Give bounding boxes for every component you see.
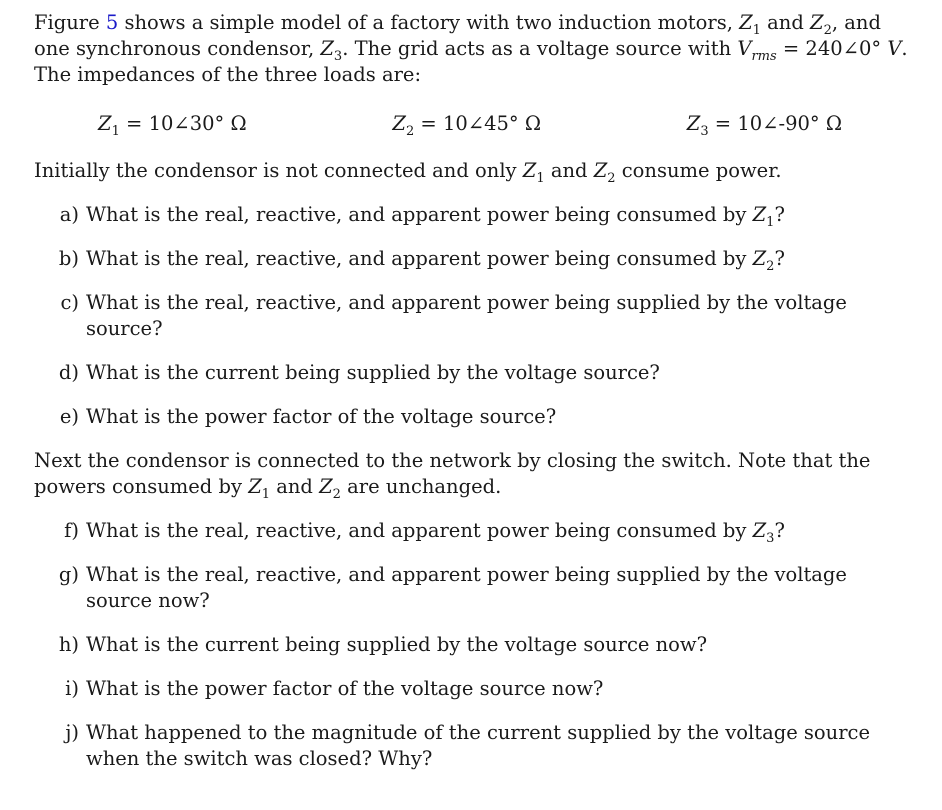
z1-symbol: Z — [739, 11, 753, 34]
eq-subscript: 2 — [405, 123, 415, 139]
equation-z2 — [392, 111, 541, 137]
eq-value: = 10∠30° Ω — [119, 112, 247, 135]
z2-symbol: Z — [593, 159, 608, 182]
next-text-end: are unchanged. — [340, 475, 502, 498]
intro-text-grid: . The grid acts as a voltage source with — [342, 37, 738, 60]
figure-reference-link[interactable]: 5 — [105, 11, 119, 34]
question-item — [34, 632, 908, 658]
question-subscript: 3 — [766, 530, 775, 546]
initial-text: Initially the condensor is not connected and only — [34, 159, 523, 182]
z3-symbol: Z — [320, 37, 334, 60]
question-subscript: 2 — [766, 258, 775, 274]
eq-subscript: 3 — [700, 123, 709, 139]
question-item — [34, 404, 908, 430]
z1-symbol: Z — [248, 475, 262, 498]
question-text: What is the power factor of the voltage source now? — [86, 677, 604, 700]
question-label: e) — [59, 405, 79, 428]
z2-symbol: Z — [319, 475, 333, 498]
question-text: What is the real, reactive, and apparent power being supplied by the voltage source? — [86, 291, 847, 340]
question-text-body: What is the real, reactive, and apparent power being consumed by — [86, 203, 753, 226]
eq-symbol: Z — [686, 112, 701, 135]
question-label: g) — [58, 563, 79, 586]
question-symbol: Z — [752, 519, 767, 542]
v-subscript: rms — [751, 48, 777, 64]
intro-text-end: . The impedances of the three loads are: — [34, 37, 908, 86]
next-and: and — [270, 475, 320, 498]
next-text: Next the condensor is connected to the network by closing the switch. Note that the powers consumed by — [34, 449, 871, 498]
question-item — [34, 202, 908, 228]
question-item — [34, 290, 908, 342]
question-label: d) — [58, 361, 79, 384]
question-item — [34, 562, 908, 614]
question-label: j) — [65, 721, 79, 744]
question-end: ? — [774, 203, 785, 226]
question-text — [86, 246, 908, 272]
question-text-body: What is the real, reactive, and apparent power being consumed by — [86, 247, 753, 270]
z2-symbol: Z — [810, 11, 824, 34]
eq-subscript: 1 — [111, 123, 120, 139]
initial-and: and — [544, 159, 594, 182]
z2-subscript: 2 — [823, 22, 832, 38]
eq-value: = 10∠-90° Ω — [708, 112, 842, 135]
intro-and: and — [760, 11, 811, 34]
question-label: c) — [60, 291, 79, 314]
question-label: i) — [65, 677, 79, 700]
question-text: What is the real, reactive, and apparent power being supplied by the voltage source now? — [86, 563, 847, 612]
initial-paragraph — [34, 158, 908, 184]
eq-value: = 10∠45° Ω — [414, 112, 542, 135]
intro-text-mid: , and one synchronous condensor, — [34, 11, 881, 60]
question-label: f) — [64, 519, 79, 542]
question-list-part1 — [34, 202, 908, 430]
intro-paragraph — [34, 10, 908, 88]
question-end: ? — [774, 519, 785, 542]
question-text: What is the power factor of the voltage source? — [86, 405, 557, 428]
equation-z3 — [687, 111, 842, 137]
equation-z1 — [98, 111, 247, 137]
question-text: What happened to the magnitude of the current supplied by the voltage source when the switch was closed? Why? — [86, 721, 871, 770]
intro-prefix: Figure — [34, 11, 106, 34]
z1-subscript: 1 — [536, 170, 545, 186]
question-symbol: Z — [752, 203, 767, 226]
question-label: a) — [59, 203, 79, 226]
z2-subscript: 2 — [607, 170, 616, 186]
z1-subscript: 1 — [261, 486, 271, 502]
intro-text: shows a simple model of a factory with two induction motors, — [118, 11, 740, 34]
initial-text-end: consume power. — [615, 159, 782, 182]
question-text: What is the current being supplied by the voltage source now? — [86, 633, 708, 656]
z1-subscript: 1 — [752, 22, 761, 38]
impedance-equations — [34, 111, 908, 137]
question-text — [86, 518, 908, 544]
question-end: ? — [774, 247, 785, 270]
eq-symbol: Z — [98, 112, 112, 135]
question-label: b) — [58, 247, 79, 270]
question-text-body: What is the real, reactive, and apparent power being consumed by — [86, 519, 753, 542]
question-item — [34, 360, 908, 386]
next-paragraph — [34, 448, 908, 500]
v-value: = 240∠0° — [776, 37, 888, 60]
question-text: What is the current being supplied by the voltage source? — [86, 361, 660, 384]
question-symbol: Z — [752, 247, 767, 270]
question-item — [34, 246, 908, 272]
question-text — [86, 202, 908, 228]
z3-subscript: 3 — [333, 48, 343, 64]
question-subscript: 1 — [766, 214, 775, 230]
question-label: h) — [58, 633, 79, 656]
question-list-part2 — [34, 518, 908, 772]
question-item — [34, 518, 908, 544]
v-symbol: V — [737, 37, 752, 60]
question-item — [34, 676, 908, 702]
question-item — [34, 720, 908, 772]
v-unit: V — [887, 37, 902, 60]
z2-subscript: 2 — [332, 486, 341, 502]
z1-symbol: Z — [522, 159, 537, 182]
eq-symbol: Z — [392, 112, 406, 135]
